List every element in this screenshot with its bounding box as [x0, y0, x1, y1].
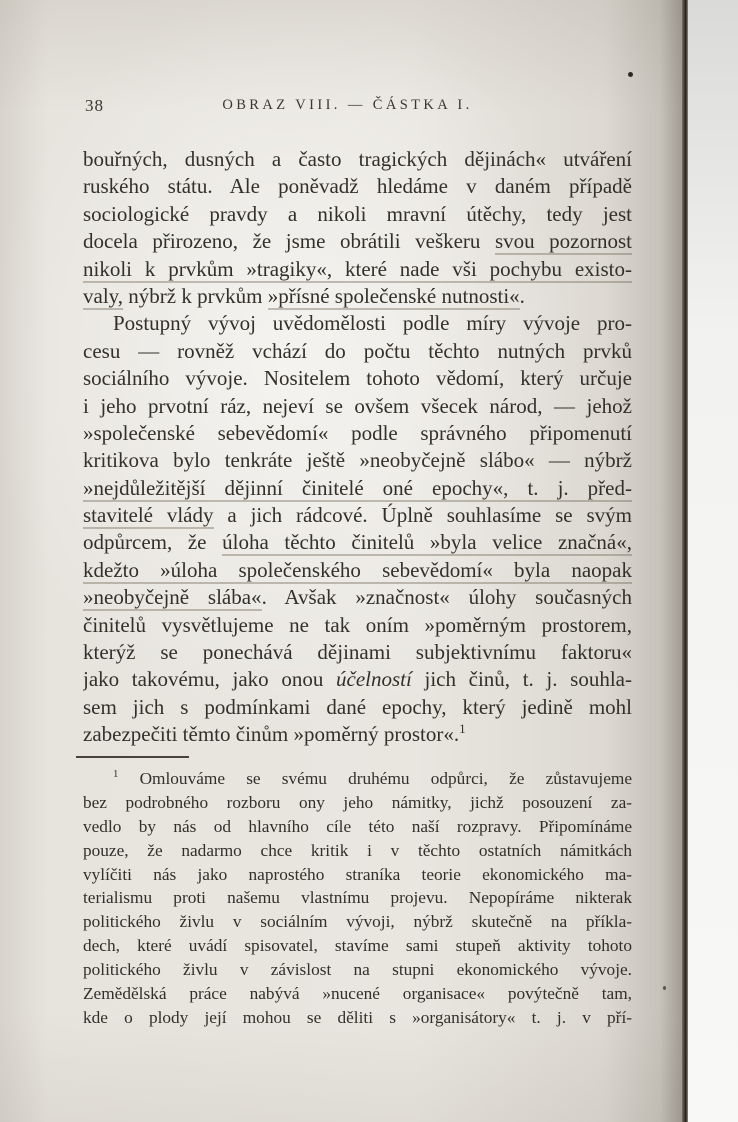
text-segment: »společenské sebevědomí« podle správného připomenutí: [83, 420, 632, 445]
text-segment: »nejdůležitější dějinní činitelé oné epochy«, t. j. před-: [83, 475, 632, 500]
text-line: [83, 791, 632, 815]
text-segment: i jeho prvotní ráz, nejeví se ovšem všecek národ, — jehož: [83, 393, 632, 418]
text-segment: bouřných, dusných a často tragických dějinách« utváření: [83, 147, 632, 171]
text-segment: nýbrž k prvkům: [123, 283, 268, 308]
text-line: [83, 256, 632, 283]
text-segment: a jich rádcové. Úplně souhlasíme se svým: [213, 503, 632, 528]
text-line: [83, 767, 632, 791]
text-line: [83, 694, 632, 721]
page-header: [83, 96, 632, 114]
text-segment: cesu — rovněž vchází do počtu těchto nutných prvků: [83, 338, 632, 363]
text-line: [83, 815, 632, 839]
running-header: OBRAZ VIII. — ČÁSTKA I.: [222, 97, 473, 113]
scan-background: [688, 0, 738, 1122]
footnote-block: [83, 767, 632, 1030]
text-line: [83, 393, 632, 420]
text-segment: úloha těchto činitelů »byla velice značná«,: [222, 530, 632, 555]
text-segment: kritikova bylo tenkráte ještě »neobyčejně slábo« — nýbrž: [83, 448, 632, 473]
text-segment: Postupný vývoj uvědomělosti podle míry vývoje pro-: [113, 311, 632, 336]
text-segment: Omlouváme se svému druhému odpůrci, že zůstavujeme: [118, 769, 632, 788]
text-segment: politického živlu v sociálním vývoji, nýbrž skutečně na příkla-: [83, 912, 632, 932]
paragraph: [83, 310, 632, 748]
main-text-block: [83, 146, 632, 749]
text-segment: »neobyčejně slába«: [83, 585, 262, 610]
text-segment: pouze, že nadarmo chce kritik i v těchto ostatních námitkách: [83, 840, 632, 860]
text-segment: kde o plody její mohou se děliti s »organisátory« t. j. v pří-: [83, 1007, 632, 1027]
text-line: [83, 529, 632, 556]
text-segment: odpůrcem, že: [83, 530, 223, 555]
footnote-separator: [76, 756, 189, 758]
text-line: [83, 228, 632, 255]
text-segment: bez podrobného rozboru ony jeho námitky, jichž posouzení za-: [83, 792, 632, 812]
text-line: [83, 420, 632, 447]
text-segment: »přísné společenské nutnosti«: [267, 283, 520, 308]
text-segment: sem jich s podmínkami dané epochy, který jedině mohl: [83, 694, 632, 719]
text-line: [83, 338, 632, 365]
text-line: [83, 475, 632, 502]
text-line: [83, 886, 632, 910]
text-segment: vylíčiti nás jako naprostého straníka teorie ekonomického ma-: [83, 864, 632, 884]
text-segment: .: [519, 283, 525, 308]
text-segment: stavitelé vlády: [83, 503, 214, 528]
text-line: [83, 310, 632, 337]
text-line: [83, 666, 632, 693]
text-segment: docela přirozeno, že jsme obrátili veškeru: [83, 229, 495, 254]
text-line: [83, 863, 632, 887]
text-line: [83, 365, 632, 392]
text-line: [83, 958, 632, 982]
text-segment: zabezpečiti těmto činům »poměrný prostor«.: [83, 722, 460, 747]
text-segment: ruského státu. Ale poněvadž hledáme v daném případě: [83, 174, 632, 199]
text-segment: sociologické pravdy a nikoli mravní útěchy, tedy jest: [83, 201, 632, 226]
text-line: [83, 982, 632, 1006]
text-segment: terialismu proti našemu vlastnímu projevu. Nepopíráme nikterak: [83, 888, 632, 908]
text-segment: Zemědělská práce nabývá »nucené organisace« povýtečně tam,: [83, 984, 632, 1004]
text-segment: dech, které uvádí spisovatel, stavíme sami stupeň aktivity tohoto: [83, 936, 632, 956]
text-line: [83, 584, 632, 611]
text-segment: vedlo by nás od hlavního cíle této naší rozpravy. Připomínáme: [83, 816, 632, 836]
page-edge-shadow: [660, 0, 684, 1122]
text-segment: účelností: [336, 667, 412, 692]
text-line: [83, 283, 632, 310]
footnote-marker: 1: [113, 768, 119, 781]
text-line: [83, 1006, 632, 1030]
text-line: [83, 721, 632, 748]
text-segment: valy,: [83, 283, 124, 308]
footnote-marker: 1: [459, 721, 466, 737]
text-segment: jich činů, t. j. souhla-: [411, 667, 632, 692]
text-line: [83, 910, 632, 934]
paragraph: [83, 146, 632, 310]
text-line: [83, 447, 632, 474]
text-segment: činitelů vysvětlujeme ne tak oním »poměrným prostorem,: [83, 612, 632, 637]
text-segment: sociálního vývoje. Nositelem tohoto vědomí, který určuje: [83, 366, 632, 391]
text-line: [83, 839, 632, 863]
text-segment: jako takovému, jako onou: [83, 667, 336, 692]
text-line: [83, 934, 632, 958]
scan-speck: [628, 72, 633, 77]
text-segment: . Avšak »značnost« úlohy současných: [261, 585, 632, 610]
text-segment: nikoli k prvkům »tragiky«, které nade vši pochybu existo-: [83, 256, 632, 281]
text-line: [83, 639, 632, 666]
text-segment: kdežto »úloha společenského sebevědomí« byla naopak: [83, 557, 632, 582]
text-line: [83, 173, 632, 200]
text-segment: kterýž se ponechává dějinami subjektivnímu faktoru«: [83, 640, 632, 665]
scan-speck: [663, 986, 666, 990]
text-segment: svou pozornost: [494, 229, 632, 254]
text-line: [83, 612, 632, 639]
text-line: [83, 502, 632, 529]
text-line: [83, 201, 632, 228]
text-line: [83, 146, 632, 173]
text-segment: politického živlu v závislost na stupni ekonomického vývoje.: [83, 960, 632, 980]
page-number: 38: [85, 96, 104, 115]
text-line: [83, 557, 632, 584]
